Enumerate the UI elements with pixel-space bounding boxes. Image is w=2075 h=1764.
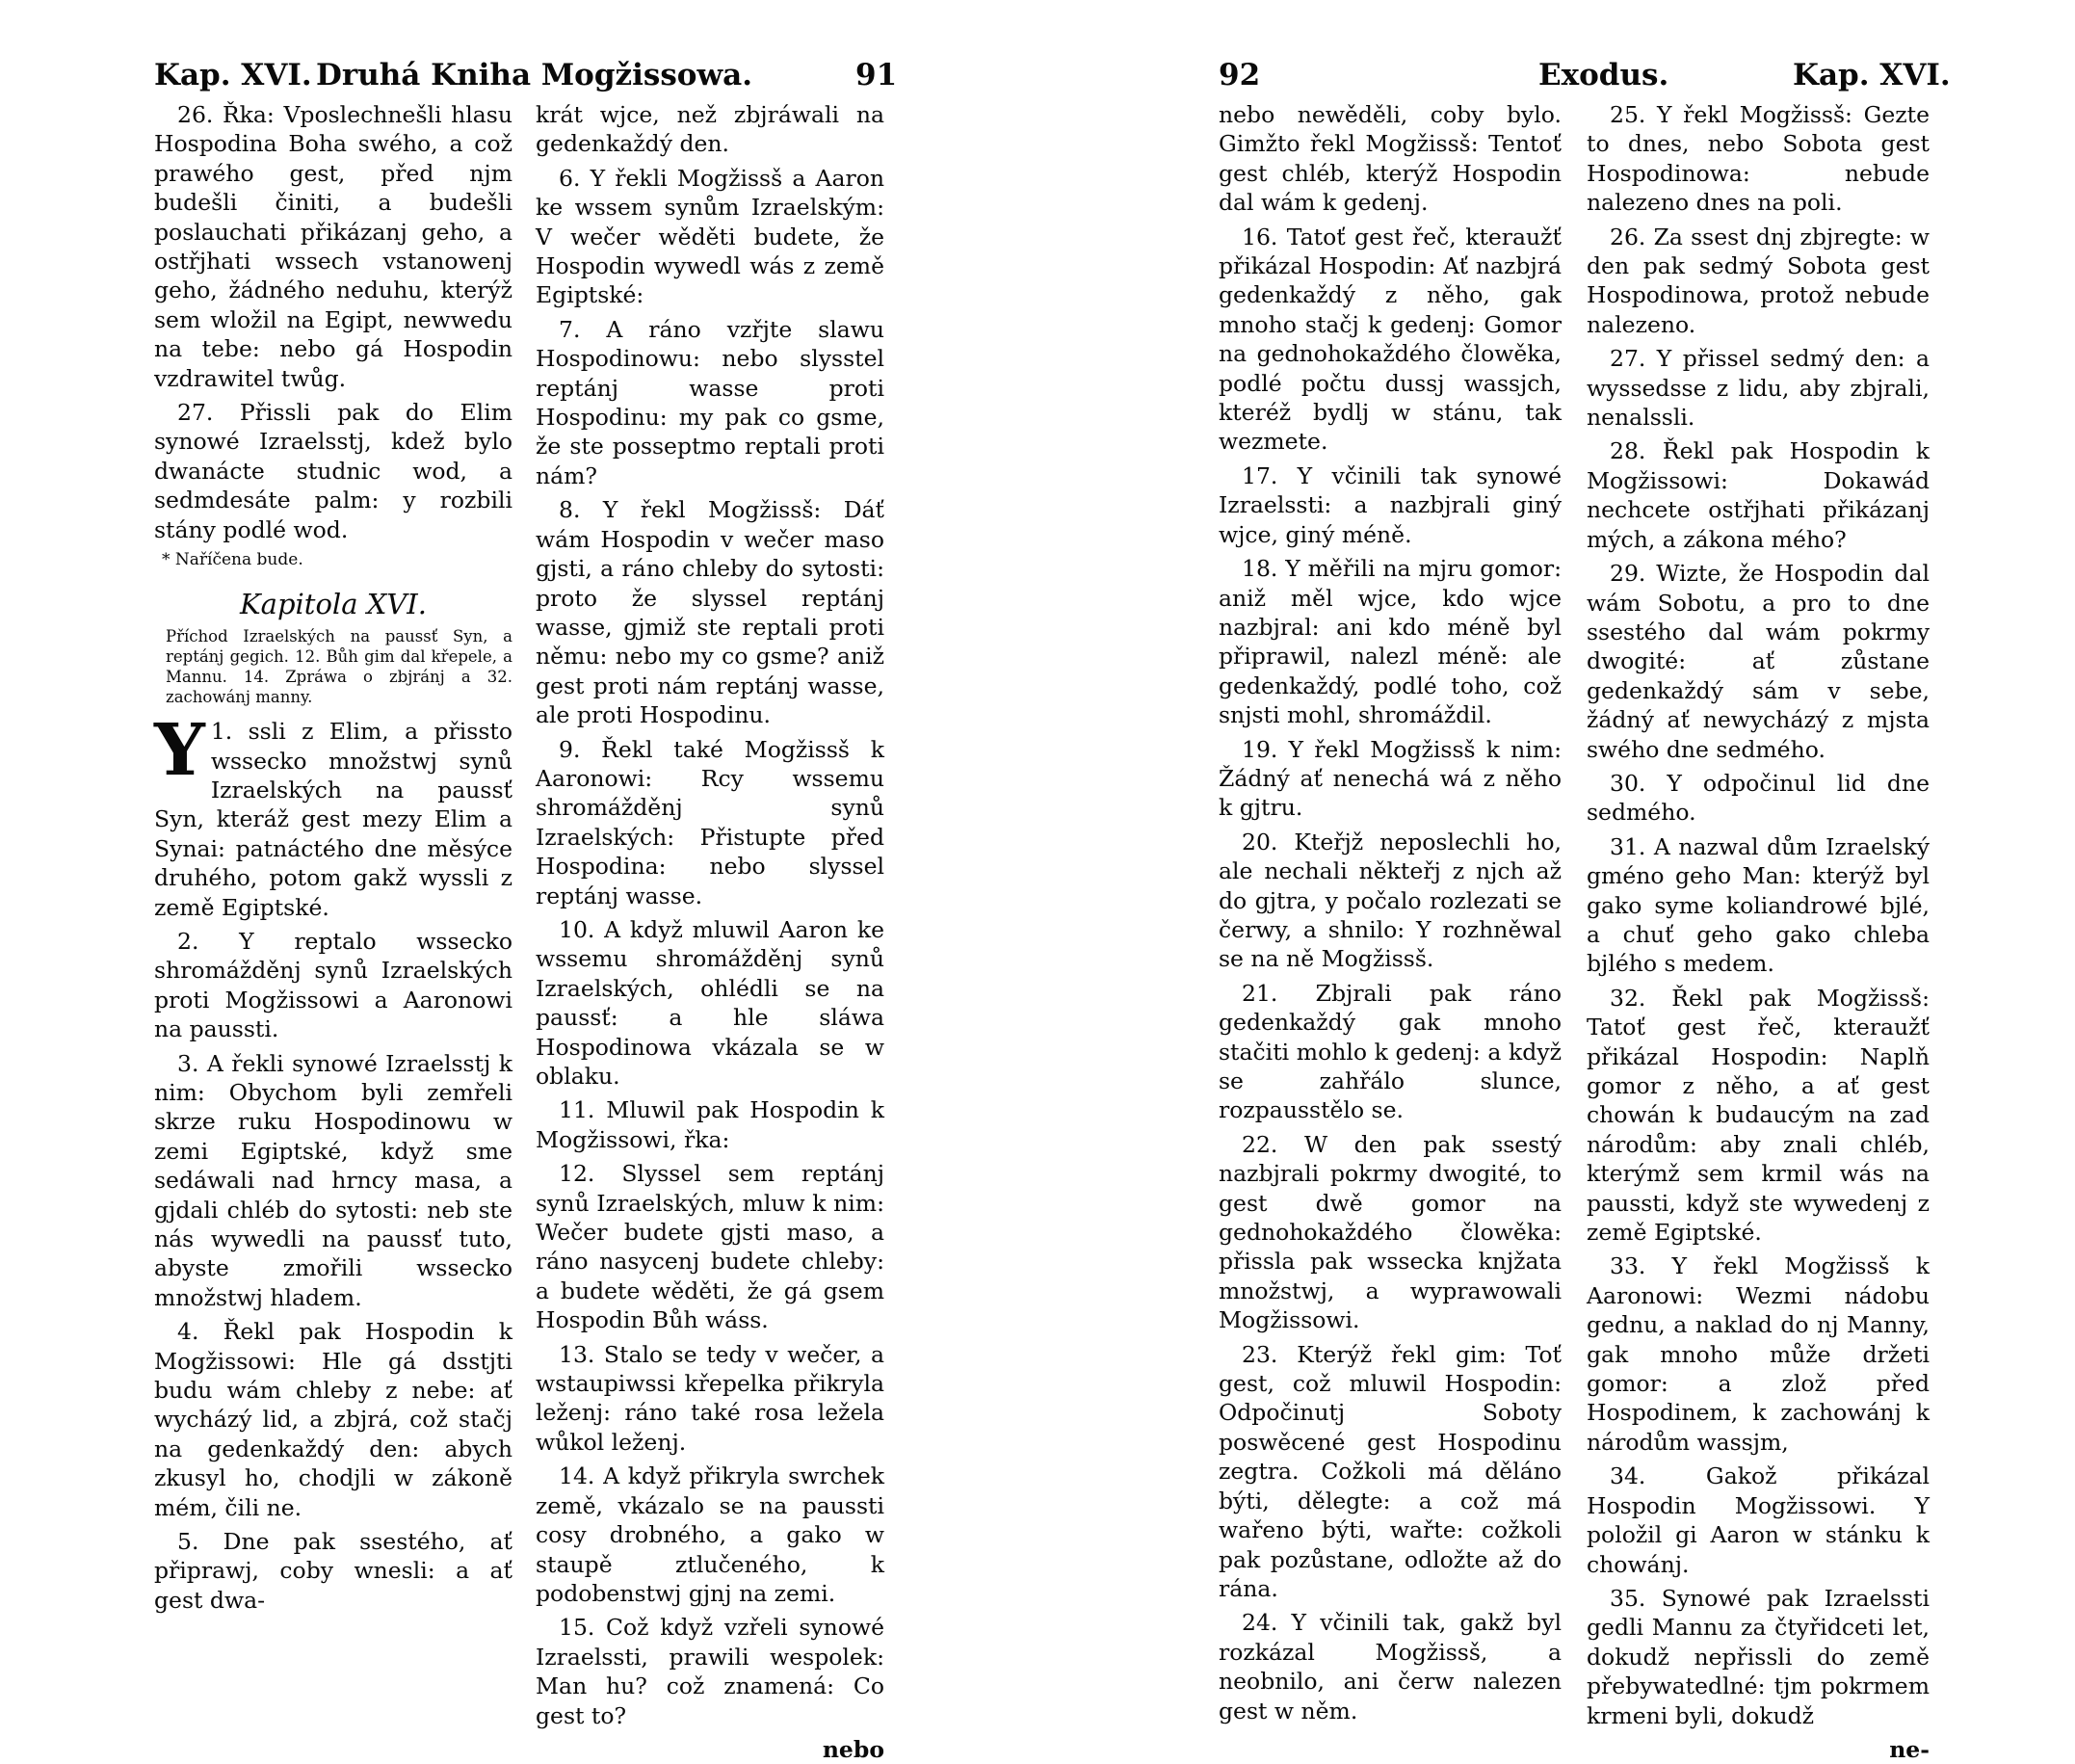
verse: 34. Gakož přikázal Hospodin Mogžissowi. Y položil gi Aaron w stánku k chowánj. (1587, 1462, 1930, 1578)
verse: 26. Za ssest dnj zbjregte: w den pak sedmý Sobota gest Hospodinowa, protož nebude nalezeno. (1587, 223, 1930, 338)
verse: 15. Což když vzřeli synowé Izraelssti, prawili wespolek: Man hu? což znamená: Co gest to? (536, 1614, 884, 1729)
verse: 22. W den pak ssestý nazbjrali pokrmy dwogité, to gest dwě gomor na gednohokaždého člowěka: přissla pak wssecka knjžata množstwj, a wyprawowali Mogžissowi. (1219, 1130, 1562, 1334)
right-column-2 (1587, 100, 1930, 1764)
verse: 8. Y řekl Mogžissš: Dáť wám Hospodin v wečer maso gjsti, a ráno chleby do sytosti: proto že slyssel reptánj wasse, gjmiž ste reptali proti němu: nebo my co gsme? aniž gest proti nám reptánj wasse, ale proti Hospodinu. (536, 496, 884, 729)
verse: 19. Y řekl Mogžissš k nim: Žádný ať nenechá wá z něho k gjtru. (1219, 735, 1562, 822)
verse: 14. A když přikryla swrchek země, vkázalo se na paussti cosy drobného, a gako w staupě ztlučeného, k podobenstwj gjnj na zemi. (536, 1462, 884, 1607)
verse: 18. Y měřili na mjru gomor: aniž měl wjce, kdo wjce nazbjral: ani kdo méně byl připrawil, nalezl méně: ale gedenkaždý, podlé toho, což snjsti mohl, shromáždil. (1219, 555, 1562, 729)
page-number: 91 (855, 58, 898, 92)
right-page-header (1219, 58, 1951, 96)
verse: 25. Y řekl Mogžissš: Gezte to dnes, nebo Sobota gest Hospodinowa: nebude nalezeno dnes na poli. (1587, 101, 1930, 217)
left-page (154, 58, 898, 1763)
catchword: nebo (822, 1735, 884, 1763)
verse: 4. Řekl pak Hospodin k Mogžissowi: Hle gá dsstjti budu wám chleby z nebe: ať wycházý lid, a zbjrá, což stačj na gedenkaždý den: abych zkusyl ho, chodjli w zákoně mém, čili ne. (154, 1318, 512, 1521)
verse: 27. Y přissel sedmý den: a wyssedsse z lidu, aby zbjrali, nenalssli. (1587, 345, 1930, 432)
verse: 26. Řka: Vposlechnešli hlasu Hospodina Boha swého, a což prawého gest, před njm budešli činiti, a budešli poslauchati přikázanj geho, a ostřjhati wssech vstanowenj geho, žádného neduhu, kterýž sem wložil na Egipt, newwedu na tebe: nebo gá Hospodin vzdrawitel twůg. (154, 101, 512, 392)
verse: 27. Přissli pak do Elim synowé Izraelsstj, kdež bylo dwanácte studnic wod, a sedmdesáte palm: y rozbili stány podlé wod. (154, 399, 512, 543)
verse: 6. Y řekli Mogžissš a Aaron ke wssem synům Izraelským: V wečer wěděti budete, že Hospodin wywedl wás z země Egiptské: (536, 164, 884, 309)
verse: 31. A nazwal dům Izraelský gméno geho Man: kterýž byl gako syme koliandrowé bjlé, a chuť geho gako chleba bjlého s medem. (1587, 832, 1930, 978)
chapter-summary: Příchod Izraelských na paussť Syn, a reptánj gegich. 12. Bůh gim dal křepele, a Mannu. 14. Zpráwa o zbjránj a 32. zachowánj manny. (166, 627, 512, 707)
verse: 24. Y včinili tak, gakž byl rozkázal Mogžissš, a neobnilo, ani čerw nalezen gest w něm. (1219, 1609, 1562, 1725)
catchword: ne- (1889, 1735, 1930, 1763)
left-page-header (154, 58, 898, 96)
left-column-2 (536, 100, 884, 1764)
drop-cap: Y (154, 709, 205, 793)
verse: 29. Wizte, že Hospodin dal wám Sobotu, a pro to dne ssestého dal wám pokrmy dwogité: ať zůstane gedenkaždý sám v sebe, žádný ať newycházý z mjsta swého dne sedmého. (1587, 560, 1930, 763)
verse: 35. Synowé pak Izraelssti gedli Mannu za čtyřidceti let, dokudž nepřissli do země přebywatedlné: tjm pokrmem krmeni byli, dokudž (1587, 1584, 1930, 1729)
verse: 2. Y reptalo wssecko shromážděnj synů Izraelských proti Mogžissowi a Aaronowi na paussti. (154, 927, 512, 1043)
verse: 10. A když mluwil Aaron ke wssemu shromážděnj synů Izraelských, ohlédli se na paussť: a hle sláwa Hospodinowa vkázala se w oblaku. (536, 915, 884, 1090)
verse-continuation: nebo newěděli, coby bylo. Gimžto řekl Mogžissš: Tentoť gest chléb, kterýž Hospodin dal wám k gedenj. (1219, 101, 1562, 217)
running-chapter: Kap. XVI. (1793, 58, 1951, 92)
running-chapter: Kap. XVI. (154, 58, 312, 92)
page-number: 92 (1219, 58, 1261, 92)
verse: 12. Slyssel sem reptánj synů Izraelských, mluw k nim: Wečer budete gjsti maso, a ráno nasycenj budete chleby: a budete wěděti, že gá gsem Hospodin Bůh wáss. (536, 1160, 884, 1334)
running-title: Exodus. (1538, 58, 1669, 92)
footnote: * Naříčena bude. (162, 550, 303, 570)
verse: 16. Tatoť gest řeč, kteraužť přikázal Hospodin: Ať nazbjrá gedenkaždý z něho, gak mnoho stačj k gedenj: Gomor na gednohokaždého člowěka, podlé počtu dussj wassjch, kteréž bydlj w stánu, tak wezmete. (1219, 223, 1562, 456)
left-column-1 (154, 100, 512, 1619)
verse-continuation: krát wjce, než zbjráwali na gedenkaždý den. (536, 101, 884, 158)
chapter-title: Kapitola XVI. (240, 588, 427, 621)
verse: 3. A řekli synowé Izraelsstj k nim: Obychom byli zemřeli skrze ruku Hospodinowu w zemi Egiptské, když sme sedáwali nad hrncy masa, a gjdali chléb do sytosti: neb ste nás wywedli na paussť tuto, abyste zmořili wssecko množstwj hladem. (154, 1049, 512, 1311)
verse: 23. Kterýž řekl gim: Toť gest, což mluwil Hospodin: Odpočinutj Soboty poswěcené gest Hospodinu zegtra. Cožkoli má děláno býti, dělegte: a což má wařeno býti, wařte: cožkoli pak pozůstane, odložte až do rána. (1219, 1340, 1562, 1602)
verse: 21. Zbjrali pak ráno gedenkaždý gak mnoho stačiti mohlo k gedenj: a když se zahřálo slunce, rozpausstělo se. (1219, 979, 1562, 1124)
verse: 5. Dne pak ssestého, ať připrawj, coby wnesli: a ať gest dwa- (154, 1528, 512, 1614)
running-title: Druhá Kniha Mogžissowa. (316, 58, 753, 92)
verse: 7. A ráno vzřjte slawu Hospodinowu: nebo slysstel reptánj wasse proti Hospodinu: my pak co gsme, že ste posseptmo reptali proti nám? (536, 315, 884, 489)
verse: 13. Stalo se tedy v wečer, a wstaupiwssi křepelka přikryla leženj: ráno také rosa ležela wůkol leženj. (536, 1340, 884, 1456)
verse: 28. Řekl pak Hospodin k Mogžissowi: Dokawád nechcete ostřjhati přikázanj mých, a zákona mého? (1587, 437, 1930, 553)
verse: 30. Y odpočinul lid dne sedmého. (1587, 769, 1930, 827)
verse: 20. Kteřjž neposlechli ho, ale nechali někteřj z njch až do gjtra, y počalo rozlezati se čerwy, a shnilo: Y rozhněwal se na ně Mogžissš. (1219, 828, 1562, 973)
verse-with-dropcap (154, 709, 512, 922)
verse: 17. Y včinili tak synowé Izraelssti: a nazbjrali giný wjce, giný méně. (1219, 461, 1562, 548)
right-column-1 (1219, 100, 1562, 1730)
verse: 1. ssli z Elim, a přissto wssecko množstwj synů Izraelských na paussť Syn, kteráž gest mezy Elim a Synai: patnáctého dne měsýce druhého, potom gakž wyssli z země Egiptské. (154, 718, 512, 921)
verse: 9. Řekl také Mogžissš k Aaronowi: Rcy wssemu shromážděnj synů Izraelských: Přistupte před Hospodina: nebo slyssel reptánj wasse. (536, 735, 884, 909)
verse: 11. Mluwil pak Hospodin k Mogžissowi, řka: (536, 1096, 884, 1153)
verse: 32. Řekl pak Mogžissš: Tatoť gest řeč, kteraužť přikázal Hospodin: Naplň gomor z něho, a ať gest chowán k budaucým na zad národům: aby znali chléb, kterýmž sem krmil wás na paussti, když ste wywedenj z země Egiptské. (1587, 984, 1930, 1247)
right-page (1219, 58, 1951, 1763)
verse: 33. Y řekl Mogžissš k Aaronowi: Wezmi nádobu gednu, a naklad do nj Manny, gak mnoho může držeti gomor: a zlož před Hospodinem, k zachowánj k národům wassjm, (1587, 1252, 1930, 1456)
